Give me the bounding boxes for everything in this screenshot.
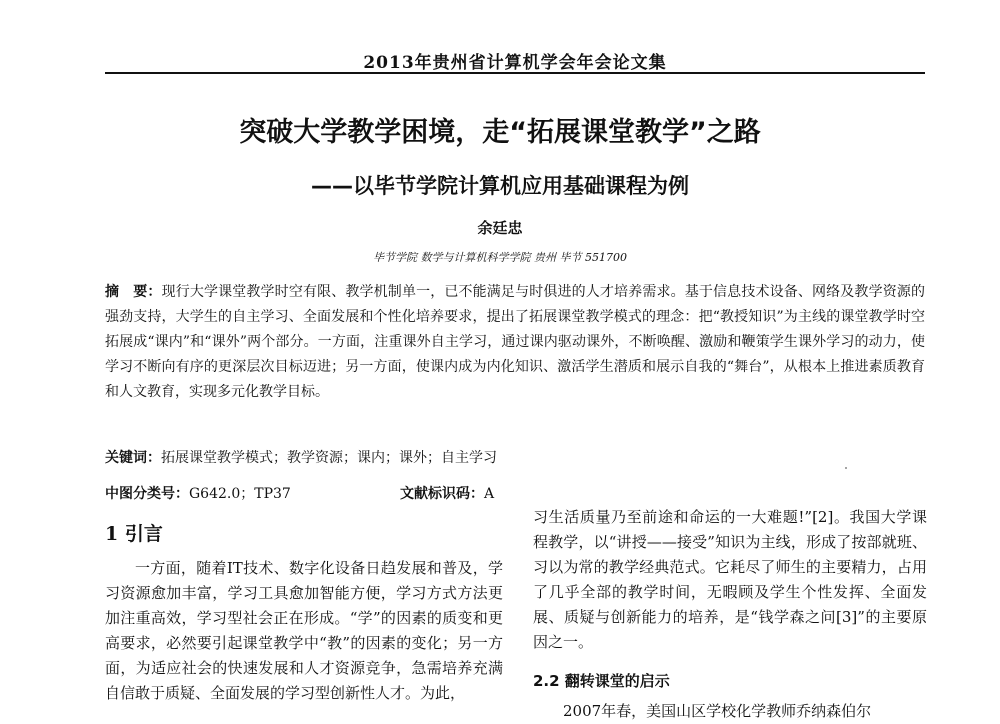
abstract-label: 摘 要： <box>105 284 162 300</box>
header-rule <box>105 72 925 74</box>
scan-speck <box>845 467 847 469</box>
author-name: 余廷忠 <box>477 219 523 237</box>
doc-code-label: 文献标识码： <box>400 486 484 502</box>
doc-code-value: A <box>484 486 495 502</box>
keywords-label: 关键词： <box>105 450 161 466</box>
clc-value: G642.0；TP37 <box>189 486 291 502</box>
keywords-text: 拓展课堂教学模式；教学资源；课内；课外；自主学习 <box>161 450 497 466</box>
right-column <box>533 505 927 720</box>
abstract <box>105 280 925 405</box>
paper-subtitle: ——以毕节学院计算机应用基础课程为例 <box>311 174 689 198</box>
running-header: 2013年贵州省计算机学会年会论文集 <box>363 53 667 73</box>
subsection-heading: 2.2 翻转课堂的启示 <box>533 672 670 690</box>
left-column <box>105 516 503 706</box>
body-paragraph: 2007年春，美国山区学校化学教师乔纳森伯尔 <box>563 702 872 720</box>
keywords <box>105 448 925 468</box>
paper-title: 突破大学教学困境，走“拓展课堂教学”之路 <box>239 117 761 148</box>
body-paragraph: 一方面，随着IT技术、数字化设备日趋发展和普及，学习资源愈加丰富，学习工具愈加智能方便，学习方式方法更加注重高效，学习型社会正在形成。“学”的因素的质变和更高要求，必然要引起课堂教学中“教”的因素的变化；另一方面，为适应社会的快速发展和人才资源竞争，急需培养充满自信敢于质疑、全面发展的学习型创新性人才。为此， <box>105 559 503 702</box>
clc-label: 中图分类号： <box>105 486 189 502</box>
author-affiliation: 毕节学院 数学与计算机科学学院 贵州 毕节 551700 <box>373 251 627 264</box>
document-code <box>400 484 600 504</box>
body-paragraph-continued: 习生活质量乃至前途和命运的一大难题!”[2]。我国大学课程教学，以“讲授——接受”知识为主线，形成了按部就班、习以为常的教学经典范式。它耗尽了师生的主要精力，占用了几乎全部的教学时间，无暇顾及学生个性发挥、全面发展、质疑与创新能力的培养，是“钱学森之问[3]”的主要原因之一。 <box>533 508 927 651</box>
section-heading: 1 引言 <box>105 523 163 545</box>
abstract-text: 现行大学课堂教学时空有限、教学机制单一，已不能满足与时俱进的人才培养需求。基于信息技术设备、网络及教学资源的强劲支持，大学生的自主学习、全面发展和个性化培养要求，提出了拓展课堂教学模式的理念：把“教授知识”为主线的课堂教学时空拓展成“课内”和“课外”两个部分。一方面，注重课外自主学习，通过课内驱动课外，不断唤醒、激励和鞭策学生课外学习的动力，使学习不断向有序的更深层次目标迈进；另一方面，使课内成为内化知识、激活学生潜质和展示自我的“舞台”，从根本上推进素质教育和人文教育，实现多元化教学目标。 <box>105 284 925 400</box>
